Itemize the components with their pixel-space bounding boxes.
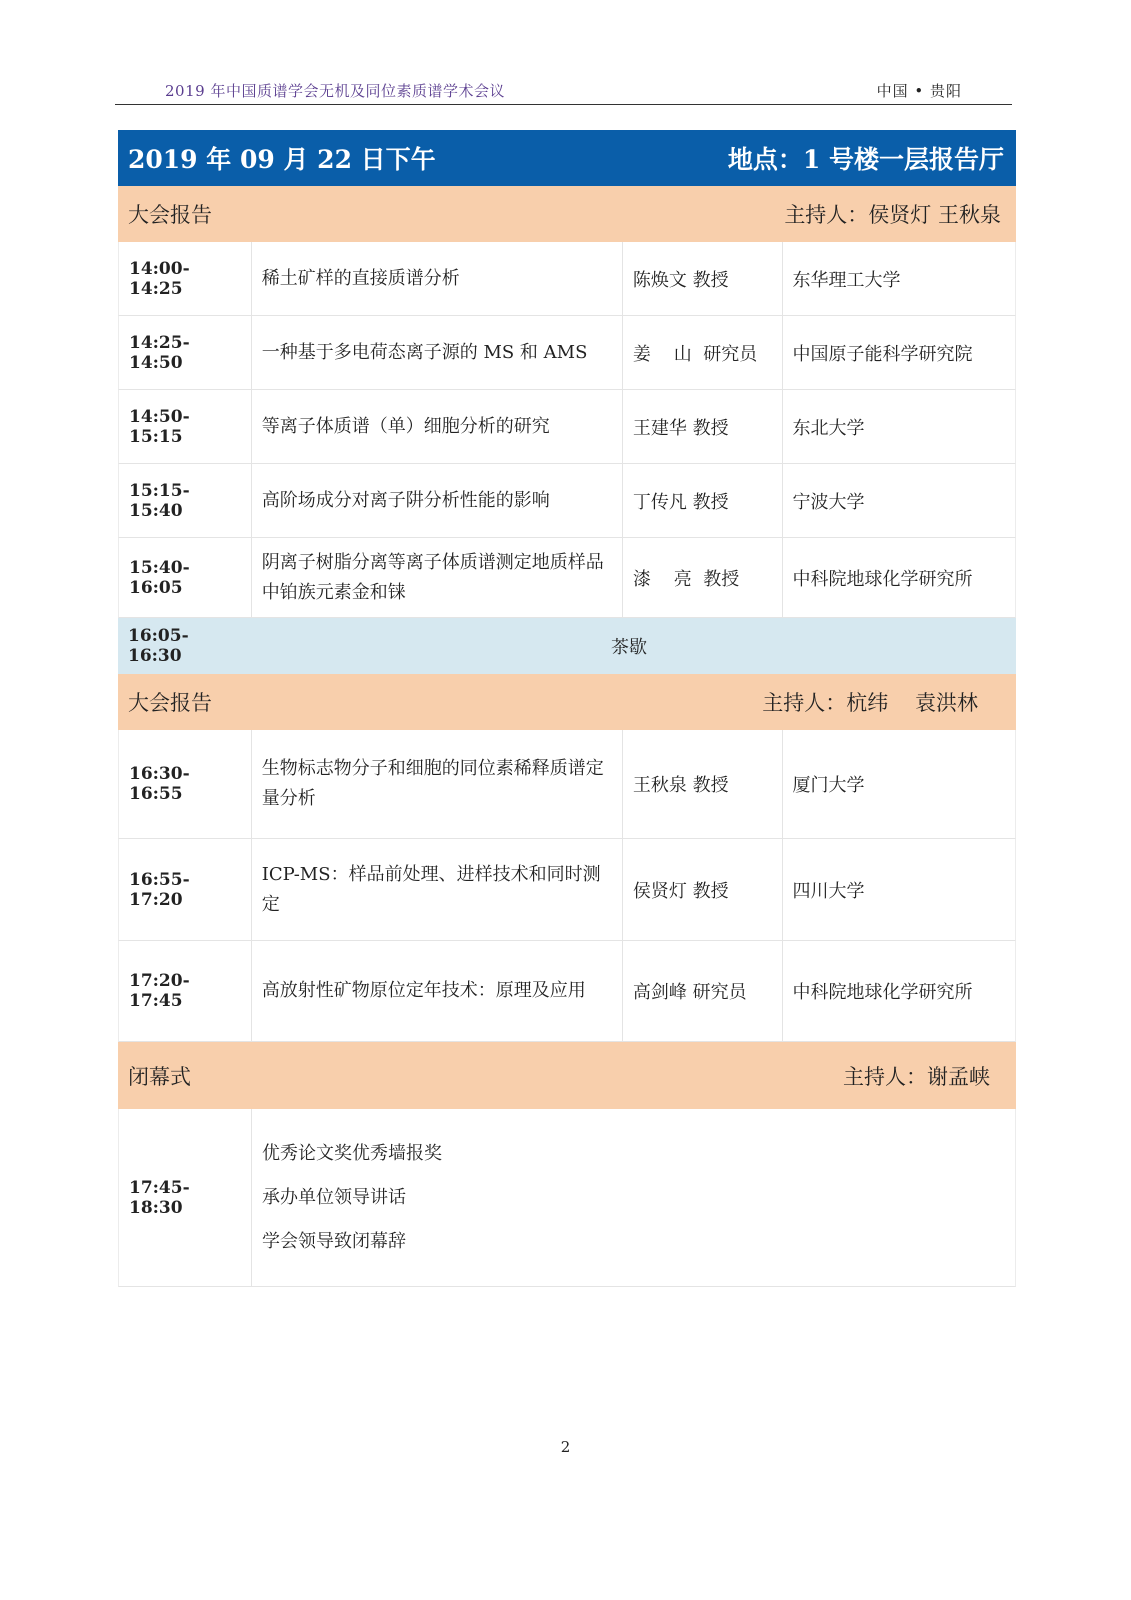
section-host: 主持人：杭纬 袁洪林 bbox=[762, 691, 978, 715]
talk-organization: 宁波大学 bbox=[792, 491, 865, 513]
talk-topic: ICP-MS：样品前处理、进样技术和同时测定 bbox=[252, 839, 623, 940]
section-label: 大会报告 bbox=[128, 203, 212, 227]
talk-topic: 生物标志物分子和细胞的同位素稀释质谱定量分析 bbox=[252, 730, 623, 838]
closing-item: 优秀论文奖优秀墙报奖 bbox=[262, 1142, 442, 1164]
section-host: 主持人：侯贤灯 王秋泉 bbox=[784, 203, 1001, 227]
talk-time: 16:30-16:55 bbox=[119, 730, 252, 838]
page-header bbox=[115, 76, 1012, 105]
table-row bbox=[118, 390, 1016, 464]
talk-speaker: 姜 山 研究员 bbox=[623, 316, 783, 389]
talk-topic: 阴离子树脂分离等离子体质谱测定地质样品中铂族元素金和铼 bbox=[252, 538, 623, 617]
talk-time: 17:20-17:45 bbox=[119, 941, 252, 1041]
talk-topic: 一种基于多电荷态离子源的 MS 和 AMS bbox=[252, 316, 623, 389]
session-location: 地点：1 号楼一层报告厅 bbox=[727, 145, 1004, 174]
talk-speaker: 高剑峰 研究员 bbox=[623, 941, 783, 1041]
page-number: 2 bbox=[560, 1438, 571, 1456]
talk-organization: 东华理工大学 bbox=[792, 269, 901, 291]
table-row bbox=[118, 839, 1016, 941]
talk-topic: 稀土矿样的直接质谱分析 bbox=[252, 242, 623, 315]
closing-ceremony-row bbox=[118, 1109, 1016, 1287]
section-header-closing bbox=[118, 1042, 1016, 1109]
talk-time: 14:25-14:50 bbox=[119, 316, 252, 389]
talk-speaker: 王秋泉 教授 bbox=[623, 730, 783, 838]
talk-organization: 中科院地球化学研究所 bbox=[792, 568, 973, 590]
schedule-title-bar bbox=[118, 130, 1016, 186]
table-row bbox=[118, 941, 1016, 1042]
talk-organization: 中科院地球化学研究所 bbox=[792, 982, 973, 1003]
closing-item: 学会领导致闭幕辞 bbox=[262, 1230, 406, 1252]
tea-break-time: 16:05-16:30 bbox=[128, 626, 189, 666]
talk-time: 16:55-17:20 bbox=[119, 839, 252, 940]
conference-title: 2019 年中国质谱学会无机及同位素质谱学术会议 bbox=[165, 82, 505, 100]
talk-time: 15:40-16:05 bbox=[119, 538, 252, 617]
closing-time: 17:45-18:30 bbox=[119, 1109, 252, 1286]
talk-speaker: 陈焕文 教授 bbox=[623, 242, 783, 315]
talk-speaker: 王建华 教授 bbox=[623, 390, 783, 463]
section-header-plenary-2 bbox=[118, 674, 1016, 730]
session-date: 2019 年 09 月 22 日下午 bbox=[128, 145, 436, 174]
talk-topic: 高放射性矿物原位定年技术：原理及应用 bbox=[252, 941, 623, 1041]
talk-speaker: 丁传凡 教授 bbox=[623, 464, 783, 537]
talk-organization: 四川大学 bbox=[792, 880, 865, 902]
conference-location: 中国 • 贵阳 bbox=[876, 82, 962, 100]
schedule-table bbox=[118, 130, 1016, 1287]
talk-organization: 厦门大学 bbox=[792, 775, 865, 796]
table-row bbox=[118, 464, 1016, 538]
talk-time: 14:00-14:25 bbox=[119, 242, 252, 315]
section-label: 大会报告 bbox=[128, 691, 212, 715]
table-row bbox=[118, 242, 1016, 316]
section-header-plenary-1 bbox=[118, 186, 1016, 242]
closing-item: 承办单位领导讲话 bbox=[262, 1186, 406, 1208]
table-row bbox=[118, 730, 1016, 839]
tea-break-label: 茶歇 bbox=[611, 637, 647, 658]
table-row bbox=[118, 316, 1016, 390]
tea-break-row bbox=[118, 618, 1016, 674]
talk-time: 14:50-15:15 bbox=[119, 390, 252, 463]
section-label: 闭幕式 bbox=[128, 1064, 191, 1089]
talk-topic: 高阶场成分对离子阱分析性能的影响 bbox=[252, 464, 623, 537]
talk-organization: 中国原子能科学研究院 bbox=[792, 343, 973, 365]
section-host: 主持人：谢孟峡 bbox=[843, 1064, 990, 1089]
talk-organization: 东北大学 bbox=[792, 417, 865, 439]
talk-speaker: 漆 亮 教授 bbox=[623, 538, 783, 617]
closing-agenda bbox=[252, 1109, 1015, 1286]
talk-speaker: 侯贤灯 教授 bbox=[623, 839, 783, 940]
talk-time: 15:15-15:40 bbox=[119, 464, 252, 537]
talk-topic: 等离子体质谱（单）细胞分析的研究 bbox=[252, 390, 623, 463]
table-row bbox=[118, 538, 1016, 618]
